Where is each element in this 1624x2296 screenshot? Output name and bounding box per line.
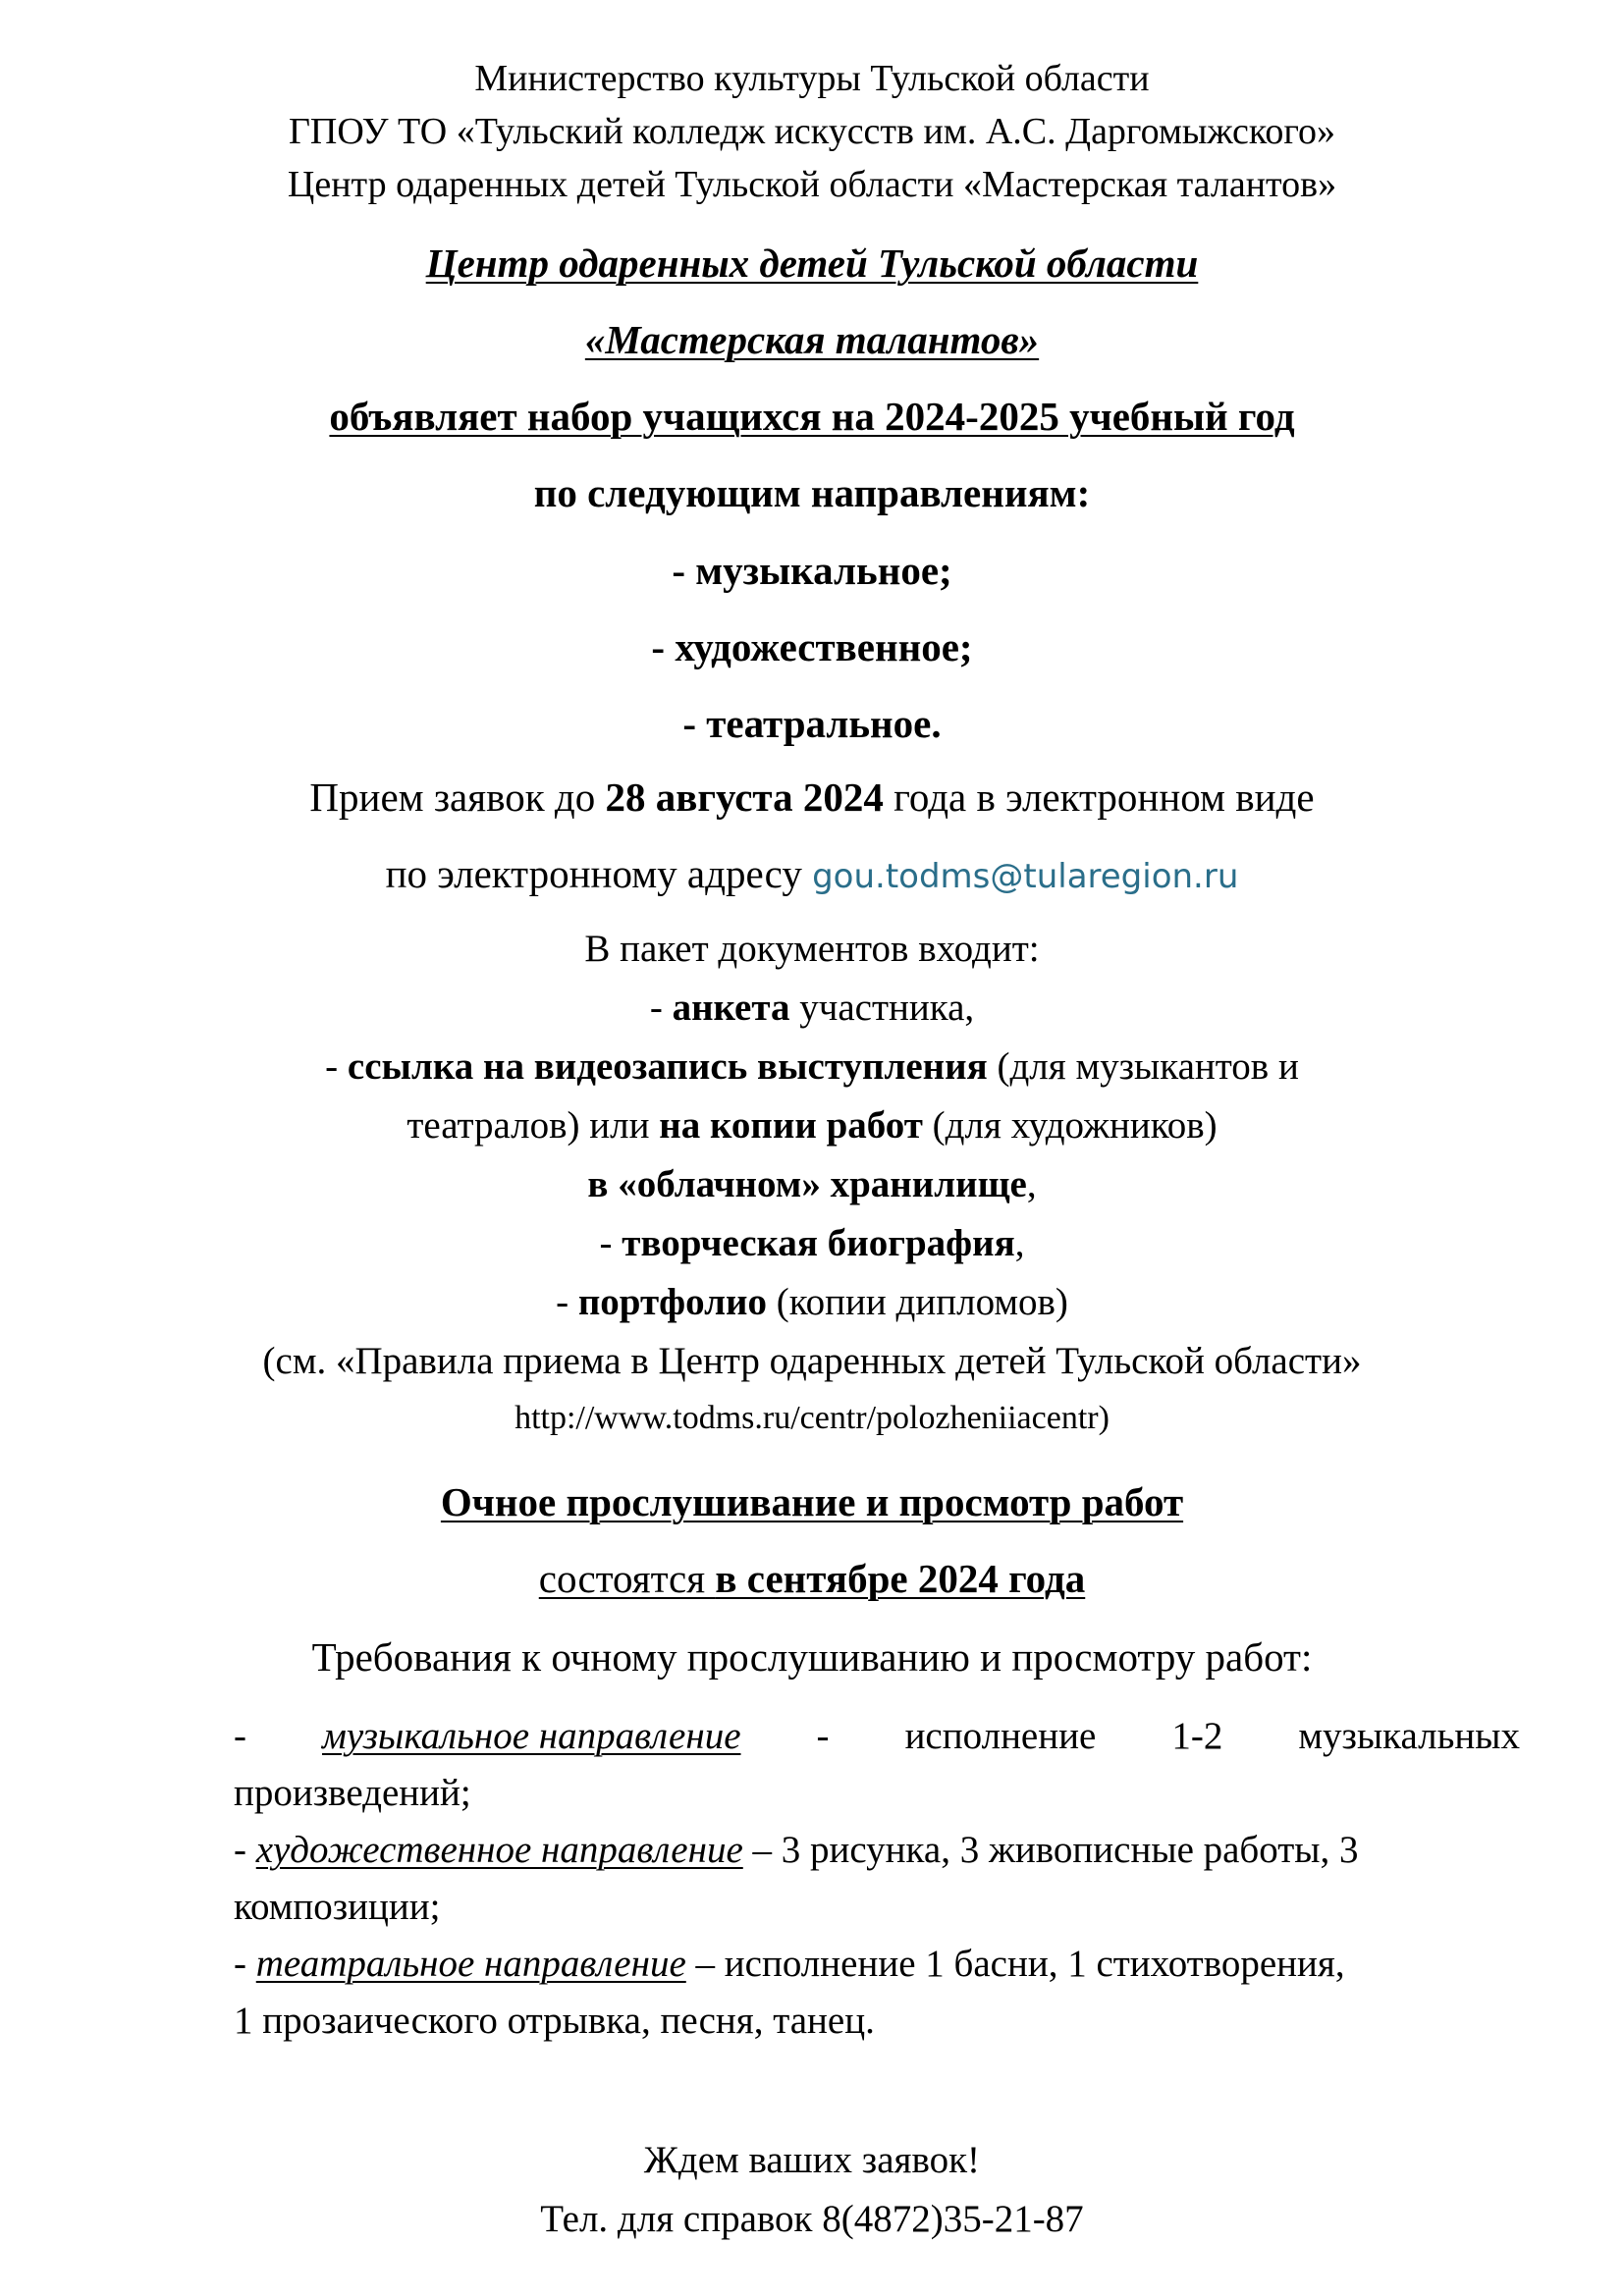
req-theatre-line2: 1 прозаического отрывка, песня, танец. [234,2000,875,2042]
package-item-form: - анкета участника, [649,987,975,1029]
title-name-text: «Мастерская талантов» [584,317,1040,362]
header-ministry: Министерство культуры Тульской области [474,58,1150,99]
req-art-name: художественное направление [255,1829,743,1871]
application-email-line: по электронному адресу gou.todms@tularegion.ru [385,851,1239,896]
requirements-block [234,1708,1520,2050]
package-item-video: - ссылка на видеозапись выступления (для музыкантов и [325,1045,1299,1088]
req-theatre-line1: - театральное направление – исполнение 1 басни, 1 стихотворения, [234,1943,1345,1985]
req-art-line1: - художественное направление – 3 рисунка, 3 живописные работы, 3 [234,1829,1359,1871]
package-item-cloud: в «облачном» хранилище, [587,1163,1037,1205]
req-theatre-name: театральное направление [255,1943,686,1985]
title-center [0,240,1624,287]
package-item-portfolio: - портфолио (копии дипломов) [556,1281,1068,1323]
audition-when: состоятся в сентябре 2024 года [538,1556,1086,1601]
package-item-video-cont: театралов) или на копии работ (для художников) [406,1104,1218,1147]
direction-art: - художественное; [651,624,973,669]
direction-music: - музыкальное; [672,548,952,593]
package-title: В пакет документов входит: [584,928,1040,970]
req-art-line2: композиции; [234,1886,441,1928]
title-directions: по следующим направлениям: [533,470,1091,515]
req-music-name: музыкальное направление [322,1715,741,1757]
title-enrollment-text: объявляет набор учащихся на 2024-2025 учебный год [329,394,1295,439]
requirements-title: Требования к очному прослушиванию и просмотру работ: [311,1634,1313,1680]
application-deadline: Прием заявок до 28 августа 2024 года в электронном виде [309,774,1315,820]
package-rules-url[interactable]: http://www.todms.ru/centr/polozheniiacentr) [514,1400,1110,1436]
title-center-text: Центр одаренных детей Тульской области [425,240,1199,286]
audition-date: в сентябре 2024 года [715,1556,1086,1601]
package-rules: (см. «Правила приема в Центр одаренных детей Тульской области» [262,1340,1362,1382]
title-enrollment [0,393,1624,440]
req-music-line2: произведений; [234,1772,471,1814]
title-name [0,316,1624,363]
direction-theatre: - театральное. [682,701,942,746]
footer-phone: Тел. для справок 8(4872)35-21-87 [540,2198,1084,2240]
package-item-bio: - творческая биография, [599,1222,1025,1264]
email-link[interactable]: gou.todms@tularegion.ru [812,857,1239,896]
header-center: Центр одаренных детей Тульской области «Мастерская талантов» [287,164,1337,205]
footer-wait: Ждем ваших заявок! [643,2139,981,2181]
req-music-line1: - музыкальное направление - исполнение 1-2 музыкальных [234,1708,1520,1765]
deadline-date: 28 августа 2024 [605,774,884,820]
audition-title: Очное прослушивание и просмотр работ [440,1479,1184,1524]
header-college: ГПОУ ТО «Тульский колледж искусств им. А.С. Даргомыжского» [288,111,1336,152]
